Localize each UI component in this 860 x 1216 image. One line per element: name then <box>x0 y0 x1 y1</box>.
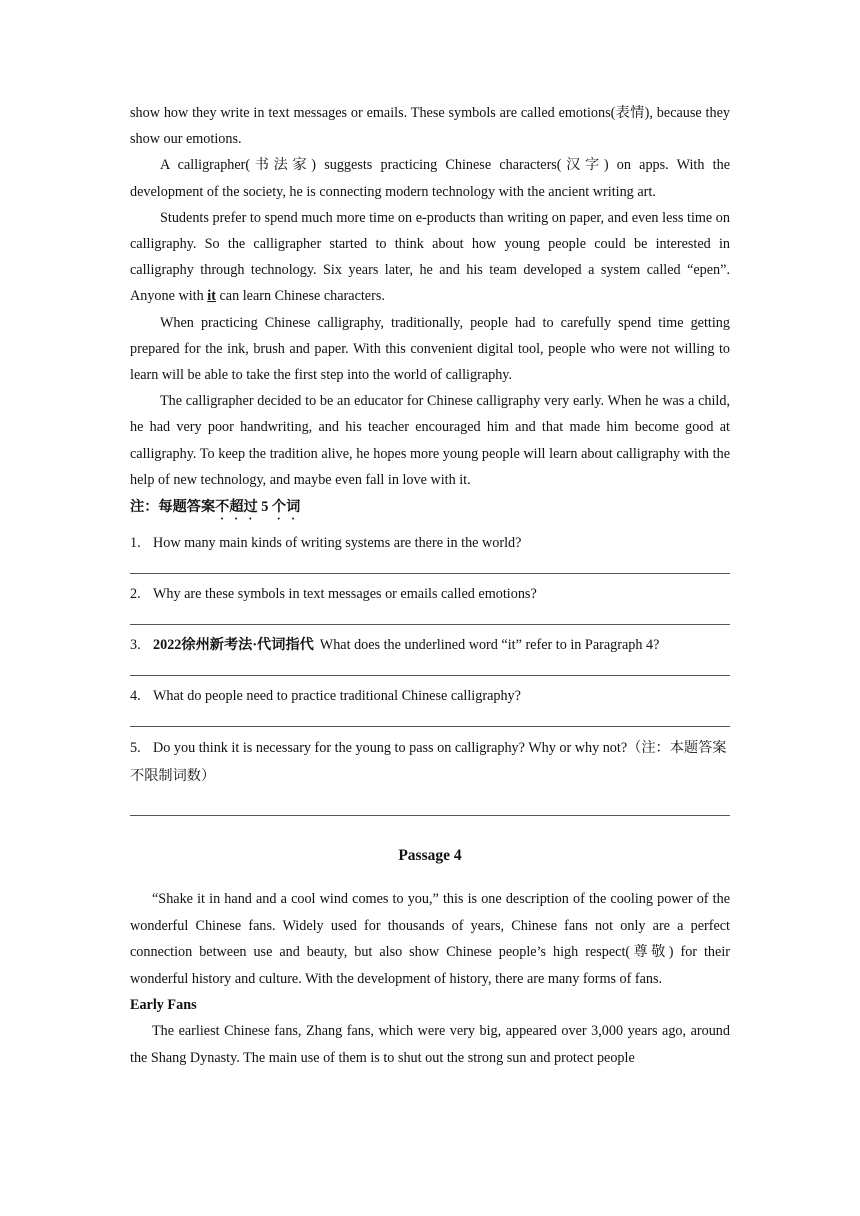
paragraph-text: Students prefer to spend much more time on e-products than writing on paper, and even less time on calligraphy. So the calligrapher started to think about how young people could be interested in calligraphy through technology. Six years later, he and his team developed a system called “epen”. Anyone with <box>130 209 730 305</box>
passage-title: Passage 4 <box>398 847 462 865</box>
underlined-word: it <box>207 288 216 305</box>
question-tag: 2022徐州新考法·代词指代 <box>153 637 314 654</box>
question-body: Do you think it is necessary for the young to pass on calligraphy? Why or why not?（注：本题答案不限制词数） <box>130 740 727 785</box>
question-number: 2. <box>130 586 141 603</box>
answer-line[interactable] <box>130 815 730 816</box>
question-text <box>130 530 730 556</box>
answer-line[interactable] <box>130 573 730 574</box>
question-text <box>130 632 730 658</box>
question-item <box>130 581 730 625</box>
question-body: How many main kinds of writing systems are there in the world? <box>153 535 522 552</box>
question-text <box>130 734 730 790</box>
question-text <box>130 581 730 607</box>
question-text <box>130 683 730 709</box>
answer-line[interactable] <box>130 675 730 676</box>
note-number: 5 <box>261 499 269 516</box>
question-number: 4. <box>130 688 141 705</box>
note-emphasis: 不超过 <box>215 499 258 516</box>
note-suffix: 个词 <box>271 499 301 516</box>
question-body: What do people need to practice traditional Chinese calligraphy? <box>153 688 521 705</box>
question-item <box>130 683 730 727</box>
passage4-paragraph-1: “Shake it in hand and a cool wind comes to you,” this is one description of the cooling power of the wonderful Chinese fans. Widely used for thousands of years, Chinese fans not only are a perfect connection between use and beauty, but also show Chinese people’s high respect(尊敬) for their wonderful history and culture. With the development of history, there are many forms of fans. <box>130 891 730 987</box>
paragraph-text: can learn Chinese characters. <box>215 288 385 305</box>
question-item <box>130 632 730 676</box>
passage3-paragraph-1: A calligrapher(书法家) suggests practicing Chinese characters(汉字) on apps. With the development of the society, he is connecting modern technology with the ancient writing art. <box>130 157 730 200</box>
answer-line[interactable] <box>130 624 730 625</box>
answer-line[interactable] <box>130 726 730 727</box>
passage3-paragraph-4: The calligrapher decided to be an educator for Chinese calligraphy very early. When he was a child, he had very poor handwriting, and his teacher encouraged him and that made him become good at calligraphy. To keep the tradition alive, he hopes more young people will learn about calligraphy with the help of new technology, and maybe even fall in love with it. <box>130 393 730 488</box>
question-body: Why are these symbols in text messages or emails called emotions? <box>153 586 537 603</box>
question-item <box>130 530 730 574</box>
question-item <box>130 734 730 816</box>
passage3-paragraph-0: show how they write in text messages or emails. These symbols are called emotions(表情), because they show our emotions. <box>130 105 730 148</box>
question-body: What does the underlined word “it” refer to in Paragraph 4? <box>319 637 660 654</box>
answer-note <box>130 495 730 523</box>
note-prefix: 注：每题答案 <box>130 499 216 516</box>
passage4-paragraph-2: The earliest Chinese fans, Zhang fans, which were very big, appeared over 3,000 years ago, around the Shang Dynasty. The main use of them is to shut out the strong sun and protect people <box>130 1023 730 1066</box>
section-heading: Early Fans <box>130 997 197 1014</box>
question-number: 3. <box>130 637 141 654</box>
question-list <box>130 530 730 816</box>
document-page <box>130 100 730 1071</box>
question-number: 1. <box>130 535 141 552</box>
question-number: 5. <box>130 740 141 757</box>
passage3-paragraph-2 <box>130 205 730 310</box>
passage3-paragraph-3: When practicing Chinese calligraphy, traditionally, people had to carefully spend time getting prepared for the ink, brush and paper. With this convenient digital tool, people who were not willing to learn will be able to take the first step into the world of calligraphy. <box>130 314 730 384</box>
